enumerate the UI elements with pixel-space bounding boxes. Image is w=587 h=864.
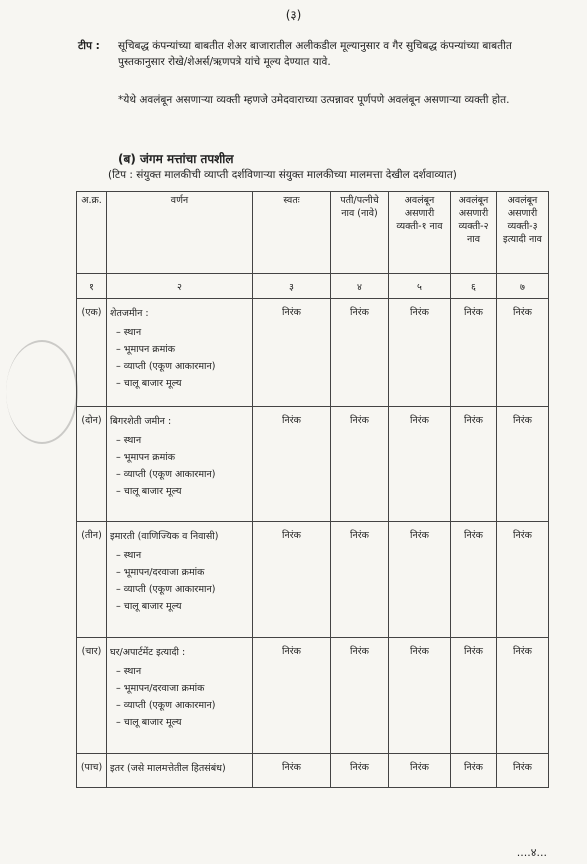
table-row (77, 754, 549, 788)
assets-table (76, 191, 549, 788)
column-number: १ (77, 274, 107, 299)
row-description (107, 522, 253, 638)
row-item: – भूमापन/दरवाजा क्रमांक (116, 680, 249, 697)
stamp-seal (6, 340, 78, 444)
row-item: – भूमापन/दरवाजा क्रमांक (116, 564, 249, 581)
value-cell: निरंक (253, 522, 331, 638)
column-number: २ (107, 274, 253, 299)
section-subtitle: (टिप : संयुक्त मालकीची व्याप्ती दर्शविणाऱ्या संयुक्त मालकीच्या मालमत्ता देखील दर्शवाव्यात) (108, 169, 457, 181)
row-description (107, 638, 253, 754)
row-description (107, 407, 253, 522)
value-cell: निरंक (497, 522, 549, 638)
row-items (110, 547, 249, 615)
table-header-row (77, 192, 549, 274)
header-cell: स्वतः (253, 192, 331, 274)
row-index: (दोन) (77, 407, 107, 522)
row-item: – स्थान (116, 663, 249, 680)
column-number: ६ (451, 274, 497, 299)
value-cell: निरंक (497, 754, 549, 788)
row-item: – चालू बाजार मूल्य (116, 598, 249, 615)
page-number: (३) (285, 8, 302, 22)
value-cell: निरंक (497, 407, 549, 522)
table-row (77, 407, 549, 522)
value-cell: निरंक (389, 407, 451, 522)
header-cell: वर्णन (107, 192, 253, 274)
row-item: – व्याप्ती (एकूण आकारमान) (116, 358, 249, 375)
row-item: – चालू बाजार मूल्य (116, 375, 249, 392)
table-row (77, 522, 549, 638)
row-item: – व्याप्ती (एकूण आकारमान) (116, 697, 249, 714)
column-number: ५ (389, 274, 451, 299)
column-number: ४ (331, 274, 389, 299)
header-cell: पती/पत्नीचे नाव (नावे) (331, 192, 389, 274)
column-number: ३ (253, 274, 331, 299)
header-cell: अवलंबून असणारी व्यक्ती-२ नाव (451, 192, 497, 274)
header-cell: अवलंबून असणारी व्यक्ती-३ इत्यादी नाव (497, 192, 549, 274)
header-cell: अ.क्र. (77, 192, 107, 274)
note-text-2: *येथे अवलंबून असणाऱ्या व्यक्ती म्हणजे उमेदवाराच्या उत्पन्नावर पूर्णपणे अवलंबून असणाऱ्या व्यक्ती होत. (118, 94, 510, 106)
row-item: – चालू बाजार मूल्य (116, 483, 249, 500)
value-cell: निरंक (451, 299, 497, 407)
row-item: – स्थान (116, 547, 249, 564)
header-cell: अवलंबून असणारी व्यक्ती-१ नाव (389, 192, 451, 274)
value-cell: निरंक (253, 638, 331, 754)
row-title: बिगरशेती जमीन : (110, 416, 172, 427)
row-title: इमारती (वाणिज्यिक व निवासी) (110, 531, 219, 542)
row-index: (पाच) (77, 754, 107, 788)
note-text: सूचिबद्ध कंपन्यांच्या बाबतीत शेअर बाजारातील अलीकडील मूल्यानुसार व गैर सुचिबद्ध कंपन्यांच्या बाबतीत पुस्तकानुसार रोखे/शेअर्स/ऋणपत्रे यांचे मूल्य देण्यात यावे. (118, 40, 512, 68)
value-cell: निरंक (389, 638, 451, 754)
value-cell: निरंक (331, 638, 389, 754)
row-description (107, 754, 253, 788)
value-cell: निरंक (253, 299, 331, 407)
value-cell: निरंक (389, 299, 451, 407)
row-item: – स्थान (116, 432, 249, 449)
value-cell: निरंक (253, 754, 331, 788)
row-item: – भूमापन क्रमांक (116, 449, 249, 466)
value-cell: निरंक (451, 407, 497, 522)
row-item: – स्थान (116, 324, 249, 341)
value-cell: निरंक (331, 299, 389, 407)
row-items (110, 432, 249, 500)
row-item: – भूमापन क्रमांक (116, 341, 249, 358)
section-title: (ब) जंगम मत्तांचा तपशील (118, 152, 234, 166)
value-cell: निरंक (451, 522, 497, 638)
row-items (110, 324, 249, 392)
note-label: टीप : (78, 40, 100, 52)
row-title: इतर (जसे मालमत्तेतील हितसंबंध) (110, 763, 226, 774)
row-description (107, 299, 253, 407)
page-footer: ....४... (516, 846, 547, 859)
value-cell: निरंक (497, 638, 549, 754)
row-item: – चालू बाजार मूल्य (116, 714, 249, 731)
value-cell: निरंक (331, 522, 389, 638)
row-index: (एक) (77, 299, 107, 407)
row-item: – व्याप्ती (एकूण आकारमान) (116, 581, 249, 598)
row-index: (तीन) (77, 522, 107, 638)
row-items (110, 663, 249, 731)
table-row (77, 638, 549, 754)
value-cell: निरंक (331, 407, 389, 522)
value-cell: निरंक (253, 407, 331, 522)
note (78, 38, 548, 70)
value-cell: निरंक (451, 754, 497, 788)
value-cell: निरंक (451, 638, 497, 754)
column-number: ७ (497, 274, 549, 299)
value-cell: निरंक (389, 522, 451, 638)
table-row (77, 299, 549, 407)
value-cell: निरंक (331, 754, 389, 788)
value-cell: निरंक (389, 754, 451, 788)
row-title: शेतजमीन : (110, 308, 149, 319)
value-cell: निरंक (497, 299, 549, 407)
row-item: – व्याप्ती (एकूण आकारमान) (116, 466, 249, 483)
column-number-row (77, 274, 549, 299)
row-index: (चार) (77, 638, 107, 754)
row-title: घर/अपार्टमेंट इत्यादी : (110, 647, 186, 658)
